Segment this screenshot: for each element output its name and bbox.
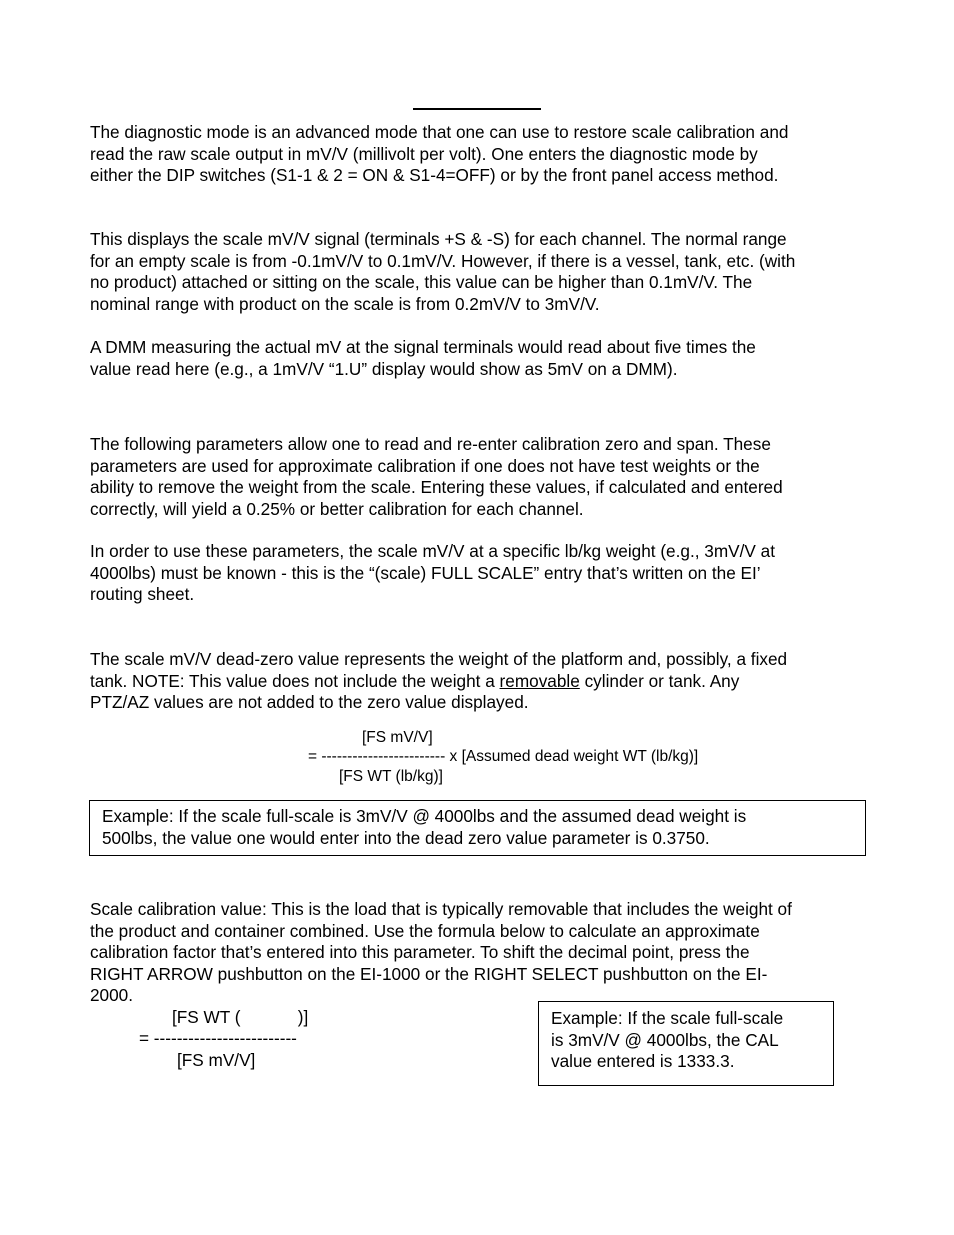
text-line: 4000lbs) must be known - this is the “(scale) FULL SCALE” entry that’s written on the EI’ (90, 562, 761, 583)
text-line: correctly, will yield a 0.25% or better calibration for each channel. (90, 498, 584, 519)
text-line: In order to use these parameters, the scale mV/V at a specific lb/kg weight (e.g., 3mV/V at (90, 541, 775, 561)
text-line: The scale mV/V dead-zero value represents the weight of the platform and, possibly, a fixed (90, 649, 788, 669)
intro-paragraph (90, 122, 870, 187)
text-line: This displays the scale mV/V signal (terminals +S & -S) for each channel. The normal range (90, 229, 787, 249)
text-line: routing sheet. (90, 584, 195, 605)
parameters-paragraph (90, 434, 870, 520)
text-line: Scale calibration value: This is the load that is typically removable that includes the weight of (90, 899, 792, 919)
text-line: ability to remove the weight from the scale. Entering these values, if calculated and entered (90, 477, 783, 498)
text-line: value read here (e.g., a 1mV/V “1.U” display would show as 5mV on a DMM). (90, 358, 678, 379)
text-line: 500lbs, the value one would enter into the dead zero value parameter is 0.3750. (102, 827, 710, 848)
formula1-fraction-line: = ------------------------ x [Assumed dead weight WT (lb/kg)] (308, 748, 699, 765)
usage-paragraph (90, 541, 870, 606)
text-line: value entered is 1333.3. (551, 1051, 735, 1072)
formula1-denominator: [FS WT (lb/kg)] (339, 768, 443, 785)
text-line: calibration factor that’s entered into this parameter. To shift the decimal point, press the (90, 942, 750, 963)
text-line: A DMM measuring the actual mV at the signal terminals would read about five times the (90, 337, 756, 357)
dead-zero-paragraph (90, 649, 870, 714)
text-line: is 3mV/V @ 4000lbs, the CAL (551, 1029, 779, 1050)
text-line: for an empty scale is from -0.1mV/V to 0.1mV/V. However, if there is a vessel, tank, etc. (with (90, 250, 796, 271)
text-line: Example: If the scale full-scale is 3mV/V @ 4000lbs and the assumed dead weight is (102, 806, 747, 826)
calibration-value-paragraph (90, 899, 870, 1007)
heading-underline (413, 108, 541, 110)
underlined-word: removable (499, 670, 580, 691)
text-line: read the raw scale output in mV/V (millivolt per volt). One enters the diagnostic mode by (90, 143, 758, 164)
text-line: PTZ/AZ values are not added to the zero value displayed. (90, 692, 529, 713)
text-line: the product and container combined. Use the formula below to calculate an approximate (90, 920, 760, 941)
calibration-example-box (538, 1001, 834, 1086)
signal-paragraph (90, 229, 870, 315)
text-line: either the DIP switches (S1-1 & 2 = ON & S1-4=OFF) or by the front panel access method. (90, 165, 779, 186)
text-line: Example: If the scale full-scale (551, 1008, 784, 1028)
text-line: RIGHT ARROW pushbutton on the EI-1000 or the RIGHT SELECT pushbutton on the EI- (90, 963, 768, 984)
text-line: nominal range with product on the scale is from 0.2mV/V to 3mV/V. (90, 293, 600, 314)
text-line: The following parameters allow one to read and re-enter calibration zero and span. These (90, 434, 771, 454)
text-line: tank. NOTE: This value does not include the weight a removable cylinder or tank. Any (90, 670, 740, 691)
dmm-paragraph (90, 337, 870, 380)
formula2-denominator: [FS mV/V] (177, 1050, 256, 1070)
text-line: no product) attached or sitting on the scale, this value can be higher than 0.1mV/V. The (90, 272, 753, 293)
text-line: 2000. (90, 985, 134, 1006)
formula1-numerator: [FS mV/V] (362, 729, 433, 746)
formula2-fraction-line: = ------------------------- (139, 1028, 297, 1048)
dead-zero-example-box (89, 800, 866, 856)
formula2-numerator: [FS WT ( )] (172, 1007, 309, 1027)
text-line: parameters are used for approximate calibration if one does not have test weights or the (90, 455, 760, 476)
text-line: The diagnostic mode is an advanced mode that one can use to restore scale calibration and (90, 122, 789, 142)
